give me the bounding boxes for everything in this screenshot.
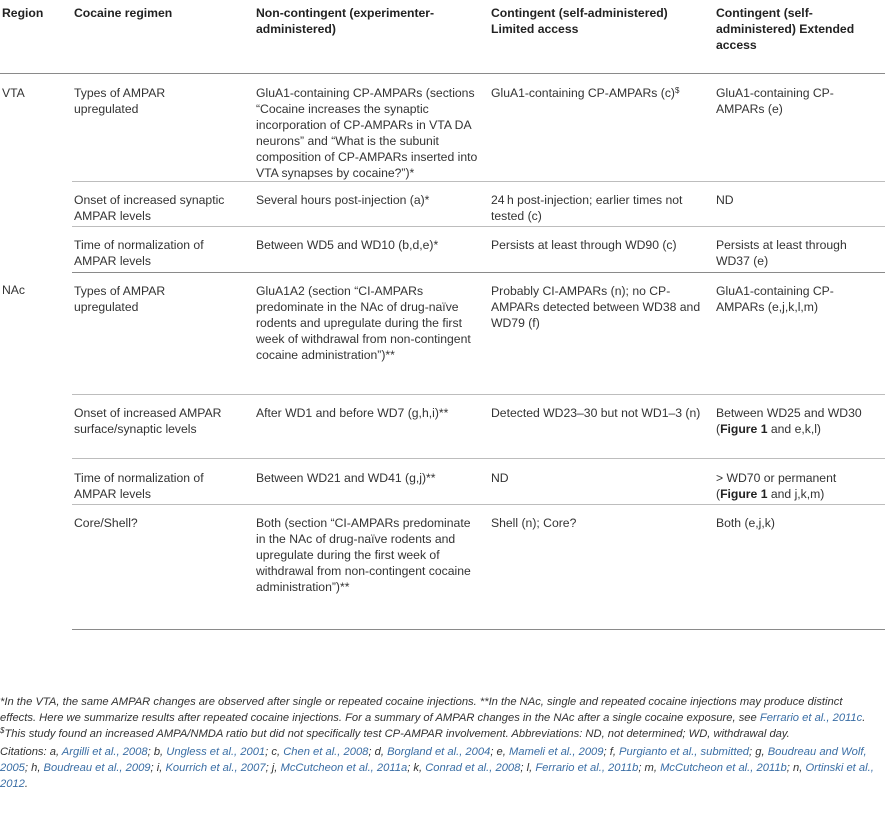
limited-cell: Persists at least through WD90 (c) (489, 226, 714, 272)
reference-link[interactable]: Ferrario et al., 2011c (759, 711, 863, 724)
extended-text-post: and j,k,m) (767, 486, 825, 501)
footnote-part: This study found an increased AMPA/NMDA ratio but did not specifically test CP-AMPAR involvement. Abbreviations: ND, not determined; WD, withdrawal day. (4, 727, 790, 740)
table-row (0, 272, 885, 394)
table-row (0, 458, 885, 504)
extended-cell: GluA1-containing CP-AMPARs (e) (714, 73, 885, 181)
citation-link[interactable]: Boudreau et al., 2009 (43, 762, 151, 775)
region-vta: VTA (2, 85, 25, 100)
footnote-part: . (862, 711, 866, 724)
limited-cell: Probably CI-AMPARs (n); no CP-AMPARs detected between WD38 and WD79 (f) (489, 272, 714, 394)
limited-cell: Detected WD23–30 but not WD1–3 (n) (489, 394, 714, 458)
figure-ref[interactable]: Figure 1 (720, 486, 768, 501)
citations-end: . (24, 777, 28, 790)
header-extended: Contingent (self-administered) Extended access (716, 6, 855, 52)
citations (0, 745, 880, 792)
figure-ref[interactable]: Figure 1 (720, 421, 768, 436)
extended-text-pre: > WD70 or permanent ( (716, 470, 837, 501)
header-row (0, 0, 885, 73)
citation-key: ; l, (520, 762, 536, 775)
regimen-label: Types of AMPAR upregulated (72, 73, 254, 181)
table-row (0, 394, 885, 458)
extended-cell: ND (714, 181, 885, 226)
extended-cell: Both (e,j,k) (714, 504, 885, 629)
regimen-label: Onset of increased synaptic AMPAR levels (72, 181, 254, 226)
citation-link[interactable]: Chen et al., 2008 (283, 746, 369, 759)
citation-key: ; i, (150, 762, 166, 775)
table-row (0, 504, 885, 629)
citation-link[interactable]: Ferrario et al., 2011b (535, 762, 639, 775)
limited-cell: 24 h post-injection; earlier times not tested (c) (489, 181, 714, 226)
citation-link[interactable]: McCutcheon et al., 2011a (280, 762, 408, 775)
footnote-part: *In the VTA, the same AMPAR changes are observed after single or repeated cocaine injections. **In the NAc, single and repeated cocaine injections may produce distinct effects. Here we summarize results after repeated cocaine injections. For a summary of AMPAR changes in the NAc after a single cocaine exposure, see (0, 696, 843, 724)
citation-link[interactable]: Conrad et al., 2008 (425, 762, 521, 775)
table-footnotes (0, 695, 880, 793)
noncontingent-cell: GluA1A2 (section “CI-AMPARs predominate in the NAc of drug-naïve rodents and upregulate during the first week of withdrawal from non-contingent cocaine administration”)** (254, 272, 489, 394)
citation-link[interactable]: Boudreau and Wolf, 2005 (0, 746, 867, 775)
extended-text-post: and e,k,l) (767, 421, 821, 436)
header-limited: Contingent (self-administered) Limited access (491, 6, 668, 36)
citation-link[interactable]: Mameli et al., 2009 (508, 746, 604, 759)
table-row (0, 73, 885, 181)
header-noncontingent: Non-contingent (experimenter-administered) (256, 6, 435, 36)
noncontingent-cell: GluA1-containing CP-AMPARs (sections “Cocaine increases the synaptic incorporation of CP-AMPARs in VTA DA neurons” and “What is the subunit composition of CP-AMPARs inserted into VTA synapses by cocaine?”)* (254, 73, 489, 181)
extended-cell (714, 394, 885, 458)
header-regimen: Cocaine regimen (74, 6, 173, 20)
citation-key: ; d, (368, 746, 388, 759)
regimen-label: Time of normalization of AMPAR levels (72, 458, 254, 504)
extended-text-pre: Between WD25 and WD30 ( (716, 405, 862, 436)
citation-key: ; g, (749, 746, 768, 759)
footnote-text (0, 695, 880, 742)
citation-key: ; j, (265, 762, 281, 775)
limited-cell (489, 73, 714, 181)
extended-cell: GluA1-containing CP-AMPARs (e,j,k,l,m) (714, 272, 885, 394)
limited-cell: ND (489, 458, 714, 504)
regimen-label: Onset of increased AMPAR surface/synaptic levels (72, 394, 254, 458)
limited-text: GluA1-containing CP-AMPARs (c) (491, 85, 675, 100)
citation-link[interactable]: Purgianto et al., submitted (619, 746, 750, 759)
citation-key: a, (49, 746, 62, 759)
limited-cell: Shell (n); Core? (489, 504, 714, 629)
header-region: Region (2, 6, 44, 20)
citation-key: ; k, (407, 762, 426, 775)
citation-key: ; h, (24, 762, 44, 775)
citation-link[interactable]: Borgland et al., 2004 (387, 746, 491, 759)
citation-link[interactable]: Ungless et al., 2001 (166, 746, 266, 759)
citation-list (0, 746, 874, 790)
citation-key: ; b, (147, 746, 167, 759)
noncontingent-cell: Both (section “CI-AMPARs predominate in the NAc of drug-naïve rodents and upregulate during the first week of withdrawal from non-contingent cocaine administration”)** (254, 504, 489, 629)
extended-cell: Persists at least through WD37 (e) (714, 226, 885, 272)
citation-link[interactable]: McCutcheon et al., 2011b (660, 762, 787, 775)
citation-link[interactable]: Argilli et al., 2008 (61, 746, 148, 759)
citation-link[interactable]: Ortinski et al., 2012 (0, 762, 874, 790)
citation-key: ; f, (603, 746, 620, 759)
citations-label: Citations: (0, 746, 50, 759)
regimen-label: Types of AMPAR upregulated (72, 272, 254, 394)
noncontingent-cell: After WD1 and before WD7 (g,h,i)** (254, 394, 489, 458)
citation-link[interactable]: Kourrich et al., 2007 (165, 762, 266, 775)
citation-key: ; e, (490, 746, 509, 759)
noncontingent-cell: Between WD21 and WD41 (g,j)** (254, 458, 489, 504)
citation-key: ; n, (786, 762, 806, 775)
region-nac: NAc (2, 283, 26, 297)
regimen-label: Time of normalization of AMPAR levels (72, 226, 254, 272)
citation-key: ; c, (265, 746, 284, 759)
dollar-footnote-mark: $ (675, 85, 680, 95)
citation-key: ; m, (638, 762, 661, 775)
regimen-label: Core/Shell? (72, 504, 254, 629)
table-row (0, 226, 885, 272)
table-row (0, 181, 885, 226)
dollar-footnote-mark: $ (0, 725, 5, 735)
extended-cell (714, 458, 885, 504)
noncontingent-cell: Several hours post-injection (a)* (254, 181, 489, 226)
noncontingent-cell: Between WD5 and WD10 (b,d,e)* (254, 226, 489, 272)
